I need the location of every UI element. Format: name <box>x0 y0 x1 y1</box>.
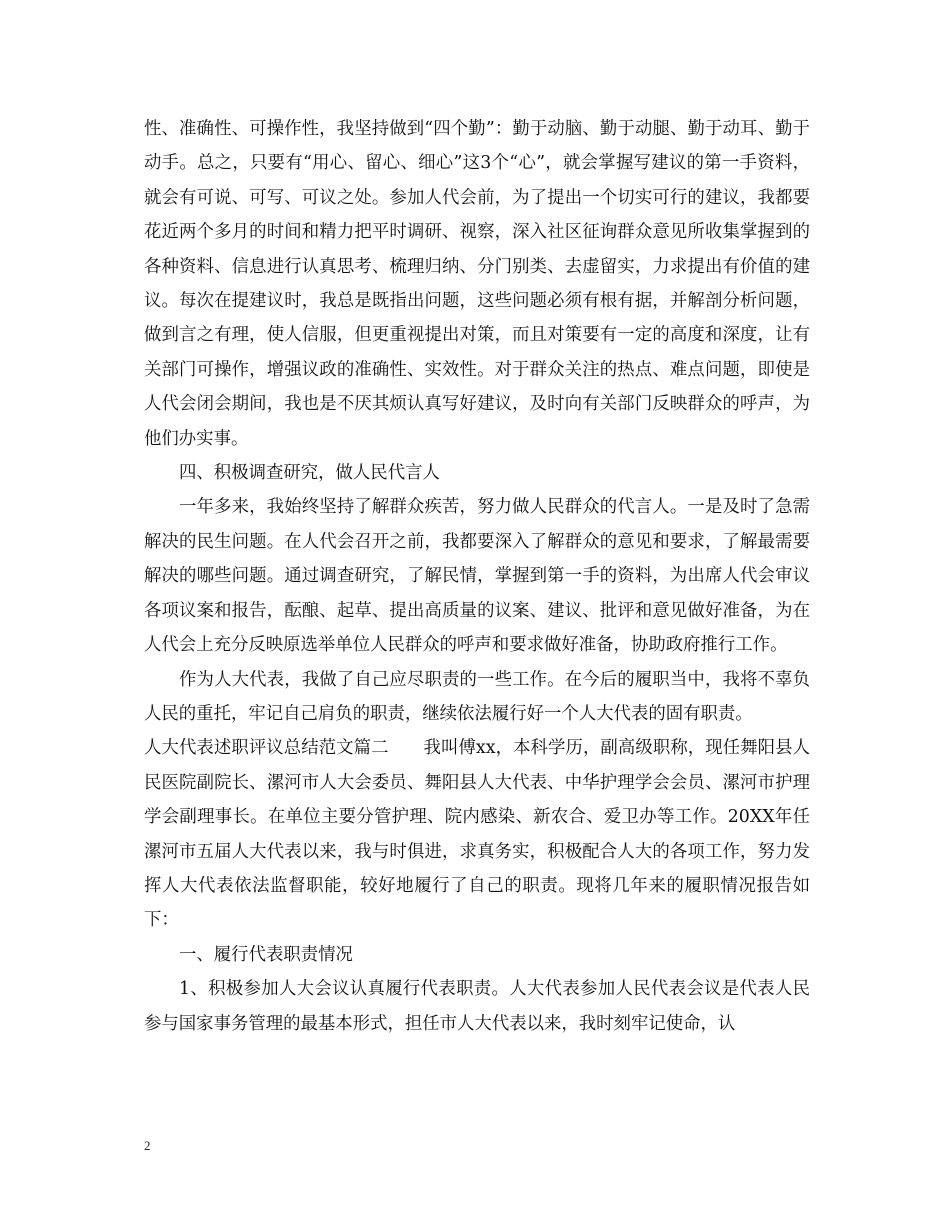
section-heading-4: 四、积极调查研究，做人民代言人 <box>179 463 440 484</box>
page-number: 2 <box>144 1138 151 1153</box>
paragraph-3: 作为人大代表，我做了自己应尽职责的一些工作。在今后的履职当中，我将不辜负人民的重托，牢记自己肩负的职责，继续依法履行好一个人大代表的固有职责。 <box>144 669 810 724</box>
paragraph-5: 1、积极参加人大会议认真履行代表职责。人大代表参加人民代表会议是代表人民参与国家事务管理的最基本形式，担任市人大代表以来，我时刻牢记使命，认 <box>144 979 810 1034</box>
paragraph-2: 一年多来，我始终坚持了解群众疾苦，努力做人民群众的代言人。一是及时了急需解决的民生问题。在人代会召开之前，我都要深入了解群众的意见和要求，了解最需要解决的哪些问题。通过调查研究，了解民情，掌握到第一手的资料，为出席人代会审议各项议案和报告，酝酿、起草、提出高质量的议案、建议、批评和意见做好准备，为在人代会上充分反映原选举单位人民群众的呼声和要求做好准备，协助政府推行工作。 <box>144 497 810 656</box>
paragraph-4: 人大代表述职评议总结范文篇二 我叫傅xx，本科学历，副高级职称，现任舞阳县人民医院副院长、漯河市人大会委员、舞阳县人大代表、中华护理学会会员、漯河市护理学会副理事长。在单位主要分管护理、院内感染、新农合、爱卫办等工作。20XX年任漯河市五届人大代表以来，我与时俱进，求真务实，积极配合人大的各项工作，努力发挥人大代表依法监督职能，较好地履行了自己的职责。现将几年来的履职情况报告如下： <box>144 738 810 931</box>
document-body <box>144 112 810 1041</box>
section-heading-1: 一、履行代表职责情况 <box>179 944 353 965</box>
paragraph-1: 性、准确性、可操作性，我坚持做到“四个勤”：勤于动脑、勤于动腿、勤于动耳、勤于动手。总之，只要有“用心、留心、细心”这3个“心”，就会掌握写建议的第一手资料，就会有可说、可写、可议之处。参加人代会前，为了提出一个切实可行的建议，我都要花近两个多月的时间和精力把平时调研、视察，深入社区征询群众意见所收集掌握到的各种资料、信息进行认真思考、梳理归纳、分门别类、去虚留实，力求提出有价值的建议。每次在提建议时，我总是既指出问题，这些问题必须有根有据，并解剖分析问题，做到言之有理，使人信服，但更重视提出对策，而且对策要有一定的高度和深度，让有关部门可操作，增强议政的准确性、实效性。对于群众关注的热点、难点问题，即使是人代会闭会期间，我也是不厌其烦认真写好建议，及时向有关部门反映群众的呼声，为他们办实事。 <box>144 119 810 449</box>
